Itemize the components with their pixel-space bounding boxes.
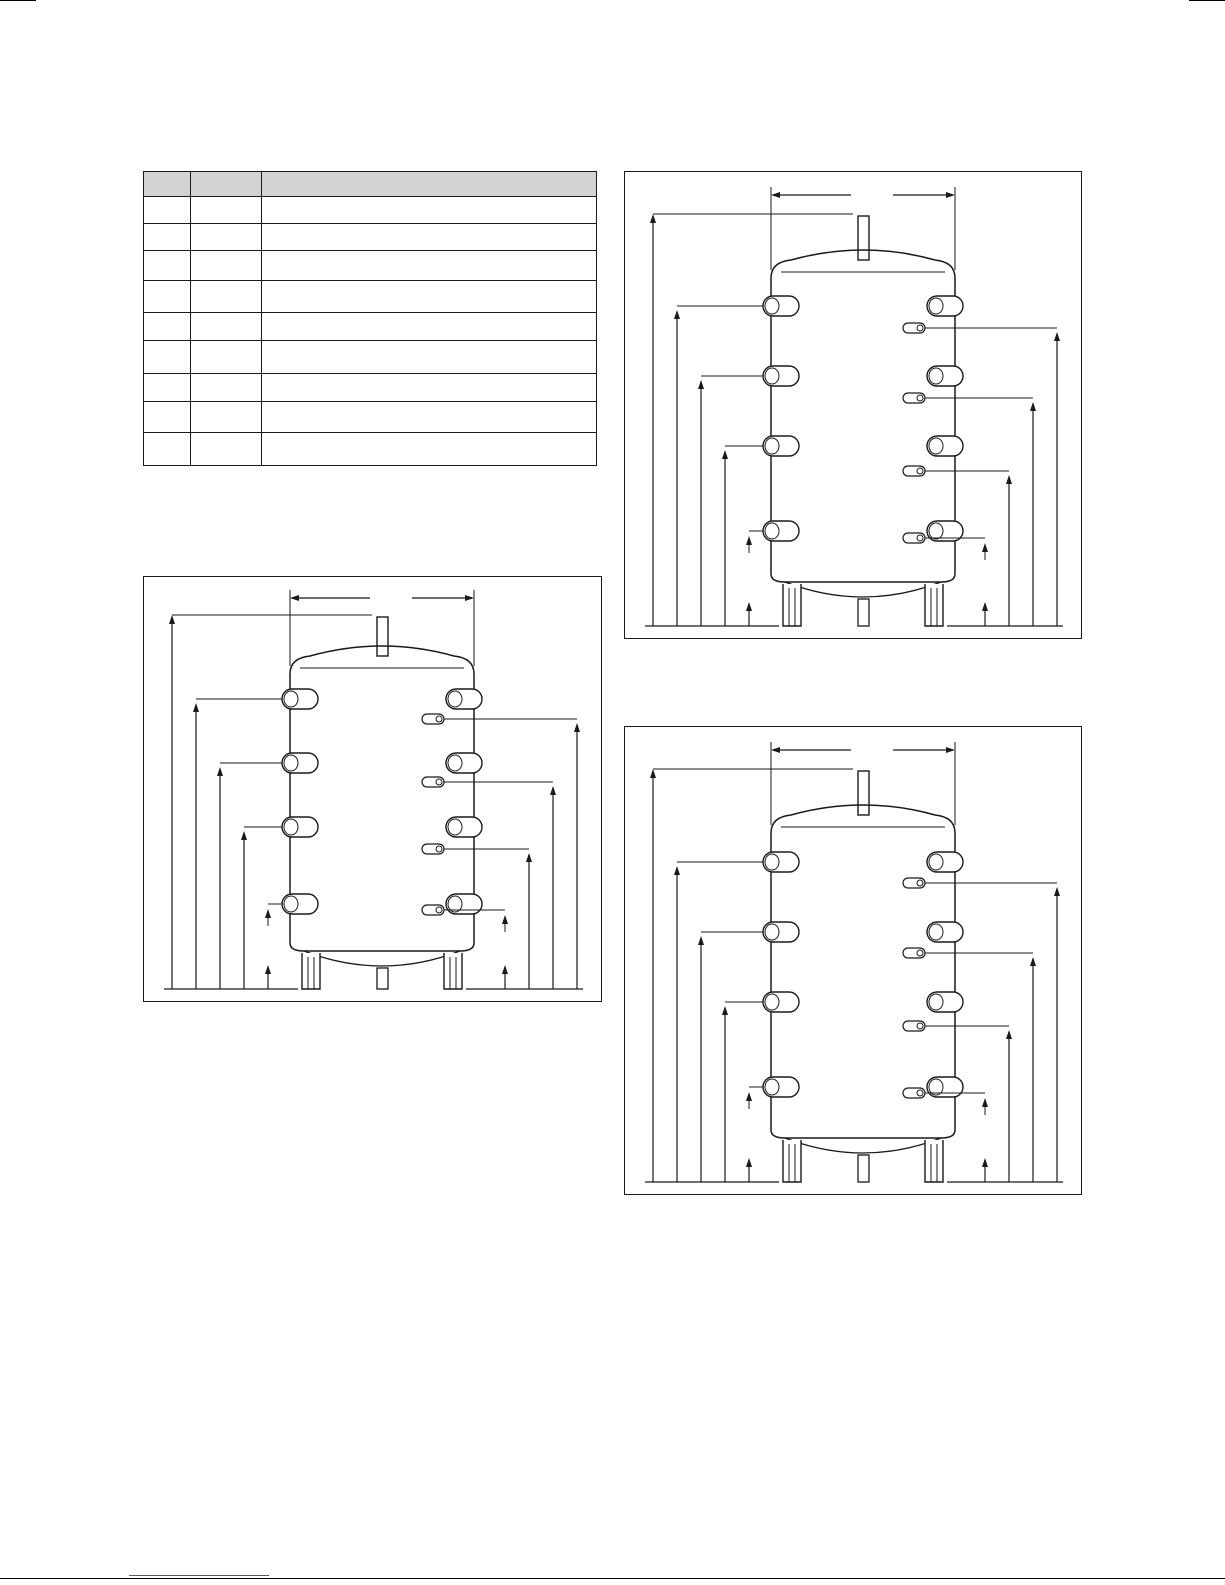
table-cell: [144, 341, 191, 374]
bottom-nozzle: [858, 599, 869, 626]
crop-mark-right: [1189, 0, 1225, 1]
tank-drawing-medium: [624, 171, 1082, 639]
sensor-sleeve: [903, 878, 925, 888]
arrow-head-icon: [1030, 402, 1036, 411]
top-nozzle: [858, 216, 869, 260]
table-header-row: [144, 172, 597, 197]
tank-bottom: [771, 574, 955, 582]
spec-table: [143, 171, 597, 466]
table-row: [144, 224, 597, 251]
tank-leg: [444, 953, 462, 989]
table-row: [144, 402, 597, 433]
bottom-nozzle: [377, 968, 388, 989]
sensor-sleeve: [422, 714, 444, 724]
table-row: [144, 281, 597, 313]
table-cell: [262, 281, 597, 313]
arrow-head-icon: [550, 786, 556, 795]
table-row: [144, 341, 597, 374]
arrow-head-icon: [722, 450, 728, 459]
sensor-sleeve: [903, 466, 925, 476]
table-cell: [191, 433, 262, 466]
link-underline[interactable]: [129, 1575, 269, 1576]
arrow-head-icon: [650, 769, 656, 778]
table-cell: [262, 251, 597, 281]
top-nozzle: [377, 617, 388, 656]
tank-leg: [783, 584, 801, 626]
tank-bottom: [771, 1130, 955, 1138]
arrow-head-icon: [771, 192, 780, 198]
table-cell: [191, 341, 262, 374]
tank-leg: [925, 1140, 943, 1182]
crop-mark-left: [0, 0, 36, 1]
table-cell: [144, 251, 191, 281]
arrow-head-icon: [241, 831, 247, 840]
table-cell: [262, 433, 597, 466]
arrow-head-icon: [574, 723, 580, 732]
arrow-head-icon: [1054, 332, 1060, 341]
arrow-head-icon: [193, 703, 199, 712]
table-cell: [144, 433, 191, 466]
tank-leg: [925, 584, 943, 626]
table-cell: [144, 224, 191, 251]
table-row: [144, 251, 597, 281]
table-header-cell: [191, 172, 262, 197]
arrow-head-icon: [1030, 957, 1036, 966]
bottom-nozzle: [858, 1155, 869, 1182]
table-cell: [144, 281, 191, 313]
sensor-sleeve: [422, 777, 444, 787]
tank-leg: [302, 953, 320, 989]
sensor-sleeve: [903, 323, 925, 333]
table-cell: [262, 402, 597, 433]
arrow-head-icon: [169, 615, 175, 624]
arrow-head-icon: [946, 192, 955, 198]
arrow-head-icon: [982, 602, 988, 611]
tank-drawing-large: [624, 726, 1082, 1195]
arrow-head-icon: [698, 380, 704, 389]
sensor-sleeve: [422, 844, 444, 854]
arrow-head-icon: [502, 965, 508, 974]
sensor-sleeve: [903, 1088, 925, 1098]
arrow-head-icon: [746, 1158, 752, 1167]
arrow-head-icon: [946, 747, 955, 753]
arrow-head-icon: [982, 1158, 988, 1167]
arrow-head-icon: [1006, 475, 1012, 484]
sensor-sleeve: [903, 533, 925, 543]
storage-tank-icon: [625, 172, 1083, 640]
table-cell: [144, 402, 191, 433]
tank-leg: [783, 1140, 801, 1182]
table-row: [144, 313, 597, 341]
table-row: [144, 433, 597, 466]
table-row: [144, 374, 597, 402]
tank-bottom-dish: [785, 1138, 941, 1153]
arrow-head-icon: [217, 767, 223, 776]
arrow-head-icon: [650, 214, 656, 223]
table-cell: [191, 374, 262, 402]
table-cell: [191, 402, 262, 433]
table-cell: [191, 251, 262, 281]
arrow-head-icon: [746, 602, 752, 611]
arrow-head-icon: [290, 595, 299, 601]
table-cell: [262, 374, 597, 402]
arrow-head-icon: [674, 866, 680, 875]
table-cell: [191, 224, 262, 251]
arrow-head-icon: [674, 310, 680, 319]
sensor-sleeve: [903, 1021, 925, 1031]
table-cell: [262, 224, 597, 251]
tank-drawing-small: [143, 576, 602, 1002]
table-row: [144, 197, 597, 224]
table-cell: [191, 313, 262, 341]
storage-tank-icon: [144, 577, 603, 1003]
footer-rule: [0, 1578, 1225, 1579]
table-cell: [262, 341, 597, 374]
arrow-head-icon: [1054, 887, 1060, 896]
arrow-head-icon: [465, 595, 474, 601]
arrow-head-icon: [698, 936, 704, 945]
arrow-head-icon: [771, 747, 780, 753]
arrow-head-icon: [722, 1006, 728, 1015]
table-cell: [191, 197, 262, 224]
table-header-cell: [262, 172, 597, 197]
table-cell: [144, 374, 191, 402]
table-cell: [191, 281, 262, 313]
tank-bottom-dish: [304, 951, 460, 966]
table-header-cell: [144, 172, 191, 197]
storage-tank-icon: [625, 727, 1083, 1196]
sensor-sleeve: [903, 948, 925, 958]
sensor-sleeve: [903, 393, 925, 403]
table-cell: [262, 313, 597, 341]
table-cell: [144, 197, 191, 224]
arrow-head-icon: [265, 965, 271, 974]
sensor-sleeve: [422, 905, 444, 915]
table-cell: [144, 313, 191, 341]
arrow-head-icon: [1006, 1030, 1012, 1039]
tank-bottom: [290, 943, 474, 951]
top-nozzle: [858, 771, 869, 815]
tank-bottom-dish: [785, 582, 941, 597]
arrow-head-icon: [526, 853, 532, 862]
table-cell: [262, 197, 597, 224]
